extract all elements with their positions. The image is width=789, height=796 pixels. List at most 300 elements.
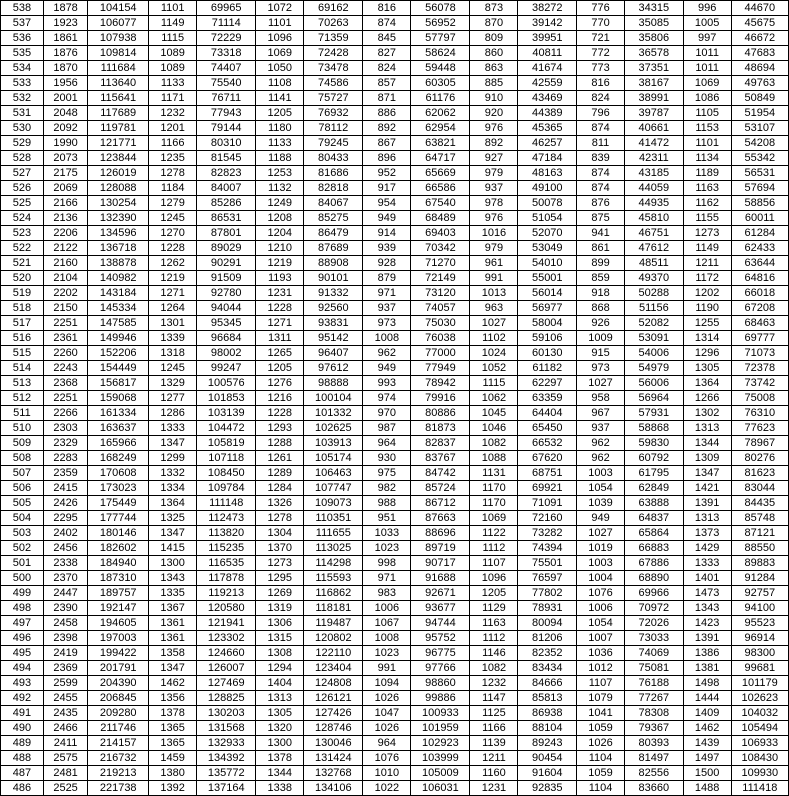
table-cell: 2398 (43, 631, 87, 646)
score-cell: 522 (1, 241, 44, 256)
table-cell: 1149 (149, 16, 197, 31)
table-cell: 1006 (363, 601, 411, 616)
table-cell: 1133 (256, 136, 304, 151)
table-cell: 90101 (304, 271, 363, 286)
table-cell: 76711 (197, 91, 256, 106)
table-cell: 92835 (518, 781, 577, 796)
score-cell: 525 (1, 196, 44, 211)
score-cell: 509 (1, 436, 44, 451)
table-cell: 874 (363, 16, 411, 31)
table-cell: 49763 (731, 76, 788, 91)
table-cell: 84742 (411, 466, 470, 481)
table-cell: 127469 (197, 676, 256, 691)
table-cell: 1062 (470, 391, 518, 406)
table-cell: 89719 (411, 541, 470, 556)
table-cell: 86712 (411, 496, 470, 511)
table-cell: 94100 (731, 601, 788, 616)
table-cell: 86479 (304, 226, 363, 241)
table-cell: 75081 (625, 661, 684, 676)
table-cell: 100104 (304, 391, 363, 406)
table-cell: 876 (577, 196, 625, 211)
table-row (1, 586, 789, 601)
table-cell: 73120 (411, 286, 470, 301)
table-cell: 2243 (43, 361, 87, 376)
table-cell: 1011 (683, 61, 731, 76)
table-cell: 1488 (683, 781, 731, 796)
table-cell: 1163 (470, 616, 518, 631)
table-cell: 75540 (197, 76, 256, 91)
table-cell: 62849 (625, 481, 684, 496)
score-cell: 512 (1, 391, 44, 406)
table-cell: 106077 (88, 16, 149, 31)
table-cell: 1005 (683, 16, 731, 31)
table-cell: 77949 (411, 361, 470, 376)
table-cell: 77000 (411, 346, 470, 361)
table-cell: 101853 (197, 391, 256, 406)
table-cell: 1271 (149, 286, 197, 301)
table-cell: 88550 (731, 541, 788, 556)
table-cell: 1231 (470, 781, 518, 796)
table-cell: 874 (577, 121, 625, 136)
table-cell: 2361 (43, 331, 87, 346)
score-cell: 487 (1, 766, 44, 781)
table-cell: 1131 (470, 466, 518, 481)
table-cell: 2525 (43, 781, 87, 796)
table-cell: 123404 (304, 661, 363, 676)
table-cell: 1497 (683, 751, 731, 766)
table-cell: 988 (363, 496, 411, 511)
table-cell: 79144 (197, 121, 256, 136)
table-cell: 1101 (256, 16, 304, 31)
table-cell: 73033 (625, 631, 684, 646)
table-cell: 870 (470, 16, 518, 31)
table-row (1, 736, 789, 751)
table-cell: 99247 (197, 361, 256, 376)
table-cell: 161334 (88, 406, 149, 421)
table-cell: 67886 (625, 556, 684, 571)
table-cell: 77802 (518, 586, 577, 601)
score-cell: 507 (1, 466, 44, 481)
table-cell: 94744 (411, 616, 470, 631)
table-cell: 1134 (683, 151, 731, 166)
table-row (1, 376, 789, 391)
table-cell: 1172 (683, 271, 731, 286)
table-cell: 86938 (518, 706, 577, 721)
table-cell: 71073 (731, 346, 788, 361)
table-cell: 62433 (731, 241, 788, 256)
table-cell: 66532 (518, 436, 577, 451)
table-row (1, 121, 789, 136)
table-cell: 868 (577, 301, 625, 316)
table-cell: 1232 (149, 106, 197, 121)
table-cell: 87663 (411, 511, 470, 526)
table-cell: 80094 (518, 616, 577, 631)
table-cell: 197003 (88, 631, 149, 646)
table-cell: 60130 (518, 346, 577, 361)
table-cell: 827 (363, 46, 411, 61)
table-row (1, 571, 789, 586)
table-cell: 1235 (149, 151, 197, 166)
table-cell: 42559 (518, 76, 577, 91)
table-cell: 1202 (683, 286, 731, 301)
table-cell: 168249 (88, 451, 149, 466)
table-cell: 1205 (256, 361, 304, 376)
table-cell: 1105 (683, 106, 731, 121)
table-cell: 1313 (256, 691, 304, 706)
table-cell: 65450 (518, 421, 577, 436)
table-cell: 48694 (731, 61, 788, 76)
table-cell: 2073 (43, 151, 87, 166)
table-cell: 78931 (518, 601, 577, 616)
table-cell: 87689 (304, 241, 363, 256)
table-cell: 85748 (731, 511, 788, 526)
table-cell: 1076 (577, 586, 625, 601)
table-cell: 56952 (411, 16, 470, 31)
table-cell: 81686 (304, 166, 363, 181)
table-row (1, 346, 789, 361)
table-cell: 108450 (197, 466, 256, 481)
table-cell: 101179 (731, 676, 788, 691)
table-cell: 1219 (256, 256, 304, 271)
table-row (1, 436, 789, 451)
table-cell: 71114 (197, 16, 256, 31)
table-cell: 40811 (518, 46, 577, 61)
table-cell: 1041 (577, 706, 625, 721)
table-cell: 100576 (197, 376, 256, 391)
table-cell: 976 (470, 121, 518, 136)
table-cell: 102625 (304, 421, 363, 436)
table-cell: 119213 (197, 586, 256, 601)
table-cell: 1498 (683, 676, 731, 691)
table-cell: 1019 (577, 541, 625, 556)
table-cell: 104472 (197, 421, 256, 436)
table-cell: 71270 (411, 256, 470, 271)
table-cell: 99886 (411, 691, 470, 706)
table-cell: 920 (470, 106, 518, 121)
table-cell: 1115 (470, 376, 518, 391)
table-cell: 92671 (411, 586, 470, 601)
table-cell: 954 (363, 196, 411, 211)
table-cell: 2369 (43, 661, 87, 676)
table-cell: 1054 (577, 481, 625, 496)
table-cell: 958 (577, 391, 625, 406)
table-cell: 126007 (197, 661, 256, 676)
table-cell: 97612 (304, 361, 363, 376)
table-cell: 2390 (43, 601, 87, 616)
table-cell: 41472 (625, 136, 684, 151)
table-cell: 1184 (149, 181, 197, 196)
table-cell: 971 (363, 571, 411, 586)
table-cell: 89243 (518, 736, 577, 751)
table-cell: 910 (470, 91, 518, 106)
table-cell: 915 (577, 346, 625, 361)
score-cell: 515 (1, 346, 44, 361)
table-cell: 41674 (518, 61, 577, 76)
table-cell: 952 (363, 166, 411, 181)
table-cell: 1300 (149, 556, 197, 571)
table-cell: 1415 (149, 541, 197, 556)
table-cell: 1211 (683, 256, 731, 271)
table-cell: 101332 (304, 406, 363, 421)
table-cell: 1086 (683, 91, 731, 106)
score-cell: 510 (1, 421, 44, 436)
table-cell: 1320 (256, 721, 304, 736)
table-cell: 2206 (43, 226, 87, 241)
table-cell: 857 (363, 76, 411, 91)
table-cell: 1305 (256, 706, 304, 721)
table-cell: 50078 (518, 196, 577, 211)
table-cell: 1069 (683, 76, 731, 91)
table-cell: 1011 (683, 46, 731, 61)
table-cell: 1381 (683, 661, 731, 676)
table-cell: 51954 (731, 106, 788, 121)
table-cell: 2136 (43, 211, 87, 226)
table-cell: 85724 (411, 481, 470, 496)
score-cell: 498 (1, 601, 44, 616)
score-cell: 516 (1, 331, 44, 346)
table-cell: 79245 (304, 136, 363, 151)
table-cell: 106031 (411, 781, 470, 796)
table-cell: 187310 (88, 571, 149, 586)
table-cell: 56014 (518, 286, 577, 301)
table-cell: 77623 (731, 421, 788, 436)
table-cell: 55342 (731, 151, 788, 166)
table-row (1, 721, 789, 736)
table-cell: 1343 (149, 571, 197, 586)
table-cell: 113640 (88, 76, 149, 91)
table-cell: 95345 (197, 316, 256, 331)
table-cell: 867 (363, 136, 411, 151)
table-row (1, 481, 789, 496)
table-cell: 39787 (625, 106, 684, 121)
table-cell: 102923 (411, 736, 470, 751)
table-cell: 107747 (304, 481, 363, 496)
table-cell: 80433 (304, 151, 363, 166)
table-cell: 1122 (470, 526, 518, 541)
table-cell: 1146 (470, 646, 518, 661)
table-cell: 1208 (256, 211, 304, 226)
score-cell: 508 (1, 451, 44, 466)
score-cell: 490 (1, 721, 44, 736)
table-cell: 885 (470, 76, 518, 91)
table-cell: 124808 (304, 676, 363, 691)
score-cell: 535 (1, 46, 44, 61)
table-cell: 201791 (88, 661, 149, 676)
table-row (1, 196, 789, 211)
score-cell: 517 (1, 316, 44, 331)
table-cell: 53107 (731, 121, 788, 136)
table-cell: 91604 (518, 766, 577, 781)
table-cell: 2435 (43, 706, 87, 721)
table-cell: 94044 (197, 301, 256, 316)
table-cell: 1171 (149, 91, 197, 106)
table-cell: 1163 (683, 181, 731, 196)
table-cell: 967 (577, 406, 625, 421)
table-cell: 50849 (731, 91, 788, 106)
table-cell: 102623 (731, 691, 788, 706)
table-cell: 1023 (363, 646, 411, 661)
table-cell: 1273 (256, 556, 304, 571)
table-cell: 45675 (731, 16, 788, 31)
table-cell: 57694 (731, 181, 788, 196)
table-row (1, 211, 789, 226)
table-cell: 1956 (43, 76, 87, 91)
table-cell: 2295 (43, 511, 87, 526)
table-cell: 1923 (43, 16, 87, 31)
table-cell: 1228 (256, 301, 304, 316)
table-cell: 2370 (43, 571, 87, 586)
table-cell: 1500 (683, 766, 731, 781)
table-cell: 67620 (518, 451, 577, 466)
table-cell: 2415 (43, 481, 87, 496)
table-cell: 85275 (304, 211, 363, 226)
table-row (1, 151, 789, 166)
table-cell: 1370 (256, 541, 304, 556)
table-cell: 2359 (43, 466, 87, 481)
table-cell: 68751 (518, 466, 577, 481)
table-cell: 1313 (683, 421, 731, 436)
table-cell: 1311 (256, 331, 304, 346)
table-cell: 824 (577, 91, 625, 106)
table-cell: 1358 (149, 646, 197, 661)
table-cell: 47683 (731, 46, 788, 61)
table-cell: 1003 (577, 466, 625, 481)
table-cell: 1319 (256, 601, 304, 616)
table-cell: 53049 (518, 241, 577, 256)
table-row (1, 391, 789, 406)
table-cell: 92757 (731, 586, 788, 601)
table-cell: 1364 (683, 376, 731, 391)
table-cell: 1308 (256, 646, 304, 661)
table-cell: 983 (363, 586, 411, 601)
table-cell: 39142 (518, 16, 577, 31)
table-cell: 2402 (43, 526, 87, 541)
score-cell: 503 (1, 526, 44, 541)
table-cell: 56964 (625, 391, 684, 406)
table-cell: 79367 (625, 721, 684, 736)
table-cell: 2104 (43, 271, 87, 286)
table-cell: 96914 (731, 631, 788, 646)
table-cell: 1286 (149, 406, 197, 421)
table-cell: 70342 (411, 241, 470, 256)
table-cell: 996 (683, 1, 731, 16)
table-cell: 1334 (149, 481, 197, 496)
table-row (1, 541, 789, 556)
table-cell: 1104 (577, 781, 625, 796)
score-cell: 486 (1, 781, 44, 796)
table-row (1, 46, 789, 61)
table-cell: 66586 (411, 181, 470, 196)
table-cell: 214157 (88, 736, 149, 751)
table-cell: 82556 (625, 766, 684, 781)
table-cell: 93677 (411, 601, 470, 616)
table-cell: 127426 (304, 706, 363, 721)
table-cell: 128088 (88, 181, 149, 196)
table-cell: 962 (363, 346, 411, 361)
table-cell: 2166 (43, 196, 87, 211)
table-cell: 116535 (197, 556, 256, 571)
table-cell: 961 (470, 256, 518, 271)
table-cell: 1423 (683, 616, 731, 631)
table-cell: 99681 (731, 661, 788, 676)
table-cell: 1205 (470, 586, 518, 601)
table-cell: 119487 (304, 616, 363, 631)
table-cell: 104154 (88, 1, 149, 16)
table-cell: 63644 (731, 256, 788, 271)
table-cell: 135772 (197, 766, 256, 781)
table-cell: 1473 (683, 586, 731, 601)
table-cell: 58004 (518, 316, 577, 331)
table-cell: 1016 (470, 226, 518, 241)
table-cell: 1296 (683, 346, 731, 361)
table-cell: 95523 (731, 616, 788, 631)
table-cell: 173023 (88, 481, 149, 496)
table-cell: 1315 (256, 631, 304, 646)
score-cell: 521 (1, 256, 44, 271)
table-cell: 140982 (88, 271, 149, 286)
score-cell: 532 (1, 91, 44, 106)
table-cell: 72026 (625, 616, 684, 631)
table-cell: 105494 (731, 721, 788, 736)
table-cell: 1210 (256, 241, 304, 256)
table-cell: 928 (363, 256, 411, 271)
table-cell: 58856 (731, 196, 788, 211)
table-cell: 1265 (256, 346, 304, 361)
table-cell: 74394 (518, 541, 577, 556)
table-cell: 63821 (411, 136, 470, 151)
table-cell: 1278 (256, 511, 304, 526)
table-cell: 1094 (363, 676, 411, 691)
table-cell: 1270 (149, 226, 197, 241)
table-cell: 1003 (577, 556, 625, 571)
table-cell: 879 (363, 271, 411, 286)
table-row (1, 406, 789, 421)
table-cell: 49100 (518, 181, 577, 196)
table-cell: 85286 (197, 196, 256, 211)
table-cell: 120580 (197, 601, 256, 616)
table-row (1, 256, 789, 271)
table-cell: 124660 (197, 646, 256, 661)
table-cell: 206845 (88, 691, 149, 706)
table-cell: 1338 (256, 781, 304, 796)
table-cell: 132390 (88, 211, 149, 226)
table-cell: 811 (577, 136, 625, 151)
table-cell: 772 (577, 46, 625, 61)
table-cell: 69403 (411, 226, 470, 241)
table-cell: 1166 (149, 136, 197, 151)
table-cell: 1204 (256, 226, 304, 241)
table-cell: 926 (577, 316, 625, 331)
table-cell: 106933 (731, 736, 788, 751)
table-row (1, 61, 789, 76)
table-cell: 115235 (197, 541, 256, 556)
table-cell: 111655 (304, 526, 363, 541)
table-cell: 1155 (683, 211, 731, 226)
table-cell: 1305 (683, 361, 731, 376)
table-cell: 84435 (731, 496, 788, 511)
table-cell: 112473 (197, 511, 256, 526)
table-cell: 1067 (363, 616, 411, 631)
table-cell: 134596 (88, 226, 149, 241)
table-cell: 1007 (577, 631, 625, 646)
table-cell: 123844 (88, 151, 149, 166)
table-cell: 978 (470, 196, 518, 211)
table-cell: 62297 (518, 376, 577, 391)
table-cell: 1082 (470, 436, 518, 451)
table-cell: 89883 (731, 556, 788, 571)
table-cell: 964 (363, 436, 411, 451)
table-cell: 2481 (43, 766, 87, 781)
